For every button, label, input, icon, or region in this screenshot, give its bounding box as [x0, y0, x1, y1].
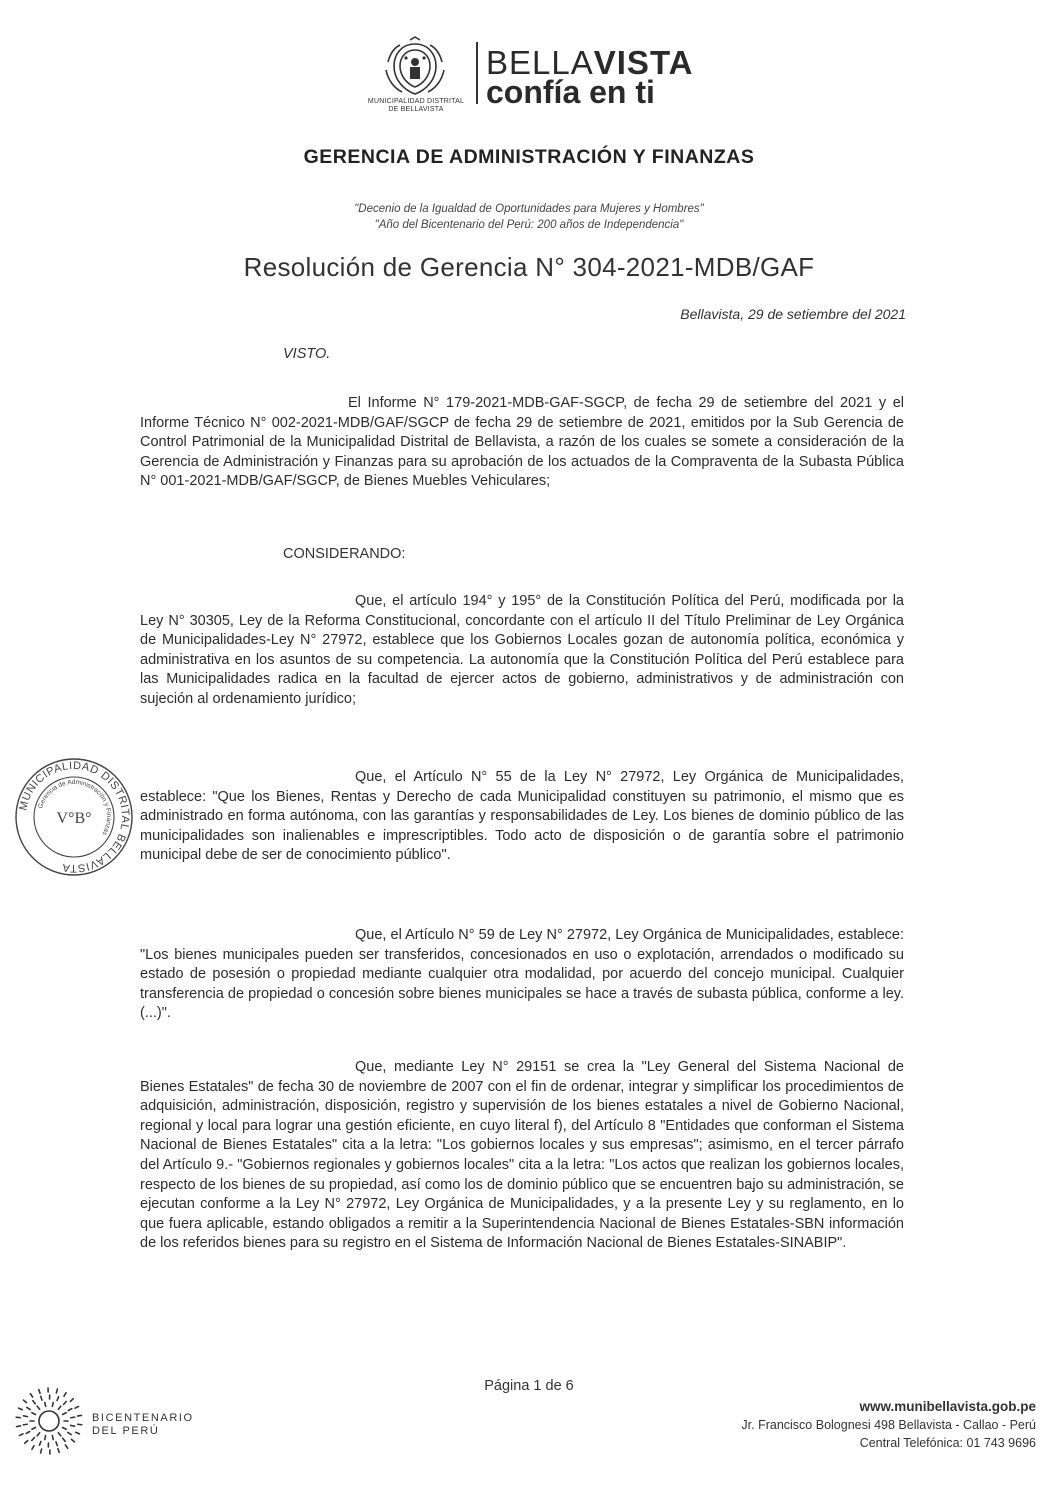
- brand-prefix: BELLA: [486, 44, 594, 81]
- sun-ray: [70, 1399, 73, 1402]
- sun-ray: [65, 1445, 67, 1448]
- paragraph-articulo-55: Que, el Artículo N° 55 de la Ley N° 27972, Ley Orgánica de Municipalidades, establece: "Que los Bienes, Rentas y Derecho de cada Municipalidad constituyen su patrimonio, el mismo que es administrado en forma autónoma, con las garantías y responsabilidades de Ley. Los bienes de dominio público de las municipalidades son inalienables e imprescriptibles. Todo acto de disposición o de garantía sobre el patrimonio municipal debe de ser de conocimiento público".: [140, 769, 904, 864]
- footer-contact: [741, 1398, 1036, 1452]
- paragraph-visto: El Informe N° 179-2021-MDB-GAF-SGCP, de fecha 29 de setiembre del 2021 y el Informe Técnico N° 002-2021-MDB/GAF/SGCP de fecha 29 de setiembre de 2021, emitidos por la Sub Gerencia de Control Patrimonial de la Municipalidad Distrital de Bellavista, a razón de los cuales se somete a consideración de la Gerencia de Administración y Finanzas para su aprobación de los actuados de la Compraventa de la Subasta Pública N° 001-2021-MDB/GAF/SGCP, de Bienes Muebles Vehiculares;: [140, 395, 904, 490]
- sun-ray: [16, 1426, 20, 1427]
- approval-seal: [12, 755, 136, 879]
- sun-ray: [75, 1406, 79, 1408]
- sun-ray: [64, 1393, 66, 1396]
- sun-ray: [24, 1416, 28, 1417]
- brand-bold: VISTA: [593, 44, 694, 81]
- resolution-title: Resolución de Gerencia N° 304-2021-MDB/GAF: [243, 252, 815, 282]
- sun-ray: [32, 1428, 36, 1430]
- municipality-name: [358, 98, 474, 114]
- sun-ray: [45, 1402, 46, 1406]
- municipal-crest-icon: [380, 36, 450, 98]
- sun-ray: [58, 1406, 60, 1409]
- sun-ray: [58, 1449, 59, 1453]
- svg-text:MUNICIPALIDAD DISTRITAL BELLAV: MUNICIPALIDAD DISTRITAL BELLAVISTA: [17, 759, 132, 875]
- paragraph-constitucion: Que, el artículo 194° y 195° de la Constitución Política del Perú, modificada por la Ley N° 30305, Ley de la Reforma Constitucional, concordante con el artículo II del Título Preliminar de Ley Orgánica de Municipalidades-Ley N° 27972, establece que los Gobiernos Locales gozan de autonomía política, económica y administrativa en los asuntos de su competencia. La autonomía que la Constitución Política del Perú establece para las Municipalidades radica en la facultad de ejercer actos de gobierno, administrativos y de administración con sujeción al ordenamiento jurídico;: [140, 593, 904, 707]
- brand-slogan: confía en ti: [486, 74, 655, 110]
- website-link[interactable]: www.munibellavista.gob.pe: [859, 1399, 1036, 1414]
- sun-ray: [71, 1439, 74, 1442]
- motto-bicentenario: "Año del Bicentenario del Perú: 200 años de Independencia": [374, 219, 684, 231]
- logo-divider: [476, 42, 478, 104]
- phone: Central Telefónica: 01 743 9696: [859, 1436, 1036, 1450]
- bicentenario-line2: DEL PERÚ: [92, 1425, 160, 1437]
- sun-ray: [71, 1425, 75, 1426]
- sun-ray: [19, 1408, 23, 1410]
- bicentenario-label: [92, 1412, 194, 1438]
- sun-ray: [41, 1449, 42, 1453]
- sun-ray: [63, 1428, 67, 1430]
- sun-ray: [52, 1402, 53, 1406]
- sun-ray: [39, 1441, 40, 1445]
- sun-ray: [45, 1436, 46, 1440]
- sun-ray: [68, 1432, 71, 1434]
- svg-text:Gerencia de Administración y F: Gerencia de Administración y Finanzas: [37, 778, 113, 837]
- place-date: Bellavista, 29 de setiembre del 2021: [680, 306, 906, 322]
- motto-decenio: "Decenio de la Igualdad de Oportunidades para Mujeres y Hombres": [354, 203, 704, 215]
- sun-ray: [23, 1400, 26, 1403]
- sun-ray: [56, 1442, 57, 1446]
- sun-ray: [39, 1390, 40, 1394]
- sun-ray: [26, 1432, 30, 1434]
- sun-ray: [58, 1433, 60, 1436]
- sun-ray: [63, 1438, 65, 1441]
- sun-ray: [30, 1394, 32, 1397]
- address: Jr. Francisco Bolognesi 498 Bellavista - Callao - Perú: [741, 1418, 1036, 1432]
- bicentenario-sun-icon: [14, 1386, 84, 1456]
- sun-ray: [19, 1434, 23, 1436]
- visto-heading: VISTO.: [283, 346, 331, 362]
- considerando-heading: CONSIDERANDO:: [283, 546, 406, 562]
- sun-ray: [57, 1397, 58, 1401]
- sun-ray: [33, 1401, 35, 1404]
- department-title: GERENCIA DE ADMINISTRACIÓN Y FINANZAS: [303, 146, 755, 168]
- sun-ray: [32, 1437, 35, 1440]
- bicentenario-line1: BICENTENARIO: [92, 1412, 194, 1424]
- sun-ray: [25, 1441, 28, 1444]
- sun-ray: [32, 1413, 36, 1415]
- sun-ray: [68, 1409, 72, 1411]
- municipality-name-line2: DE BELLAVISTA: [388, 106, 444, 113]
- paragraph-ley-29151: Que, mediante Ley N° 29151 se crea la "Ley General del Sistema Nacional de Bienes Estatales" de fecha 30 de noviembre de 2007 con el fin de ordenar, integrar y simplificar los procedimientos de adquisición, administración, disposición, registro y supervisión de los bienes estatales a nivel de Gobierno Nacional, regional y local para lograr una gestión eficiente, en cuyo literal f), del Artículo 8 "Entidades que conforman el Sistema Nacional de Bienes Estatales" cita a la letra: "Los gobiernos locales y sus empresas"; asimismo, en el tercer párrafo del Artículo 9.- "Gobiernos regionales y gobiernos locales" cita a la letra: "Los actos que realizan los gobiernos locales, respecto de los bienes de su propiedad, así como los de dominio público que se encuentren bajo su administración, se ejecutan conforme a la Ley N° 27972, Ley Orgánica de Municipalidades, y a la presente Ley y su reglamento, en lo que fuera aplicable, estando obligados a remitir a la Superintendencia Nacional de Bienes Estatales-SBN información de los referidos bienes para su registro en el Sistema de Información Nacional de Bienes Estatales-SINABIP".: [140, 1059, 904, 1252]
- header-logo: [358, 36, 694, 122]
- sun-ray: [32, 1446, 34, 1449]
- sun-ray: [56, 1389, 57, 1393]
- sun-ray: [76, 1432, 80, 1434]
- sun-ray: [52, 1436, 53, 1440]
- sun-ray: [27, 1407, 30, 1409]
- sun-ray: [71, 1417, 75, 1418]
- approval-seal-icon: [12, 755, 136, 879]
- sun-ray: [37, 1406, 39, 1409]
- paragraph-articulo-59: Que, el Artículo N° 59 de Ley N° 27972, Ley Orgánica de Municipalidades, establece: "Los bienes municipales pueden ser transferidos, concesionados en uso o explotación, arrendados o modificado su estado de posesión o propiedad mediante cualquier otra modalidad, por acuerdo del concejo municipal. Cualquier transferencia de propiedad o concesión sobre bienes municipales se hace a través de subasta pública, conforme a ley. (...)".: [140, 927, 904, 1022]
- sun-ray: [23, 1424, 27, 1425]
- sun-ray: [63, 1413, 67, 1415]
- sun-ray: [78, 1415, 82, 1416]
- page-number: Página 1 de 6: [484, 1378, 574, 1394]
- sun-ray: [64, 1402, 67, 1405]
- sun-ray: [37, 1433, 39, 1436]
- municipality-name-line1: MUNICIPALIDAD DISTRITAL: [367, 98, 465, 105]
- seal-center-text: V°B°: [56, 810, 92, 827]
- bicentenario-logo: [14, 1386, 234, 1456]
- sun-ray: [41, 1396, 42, 1400]
